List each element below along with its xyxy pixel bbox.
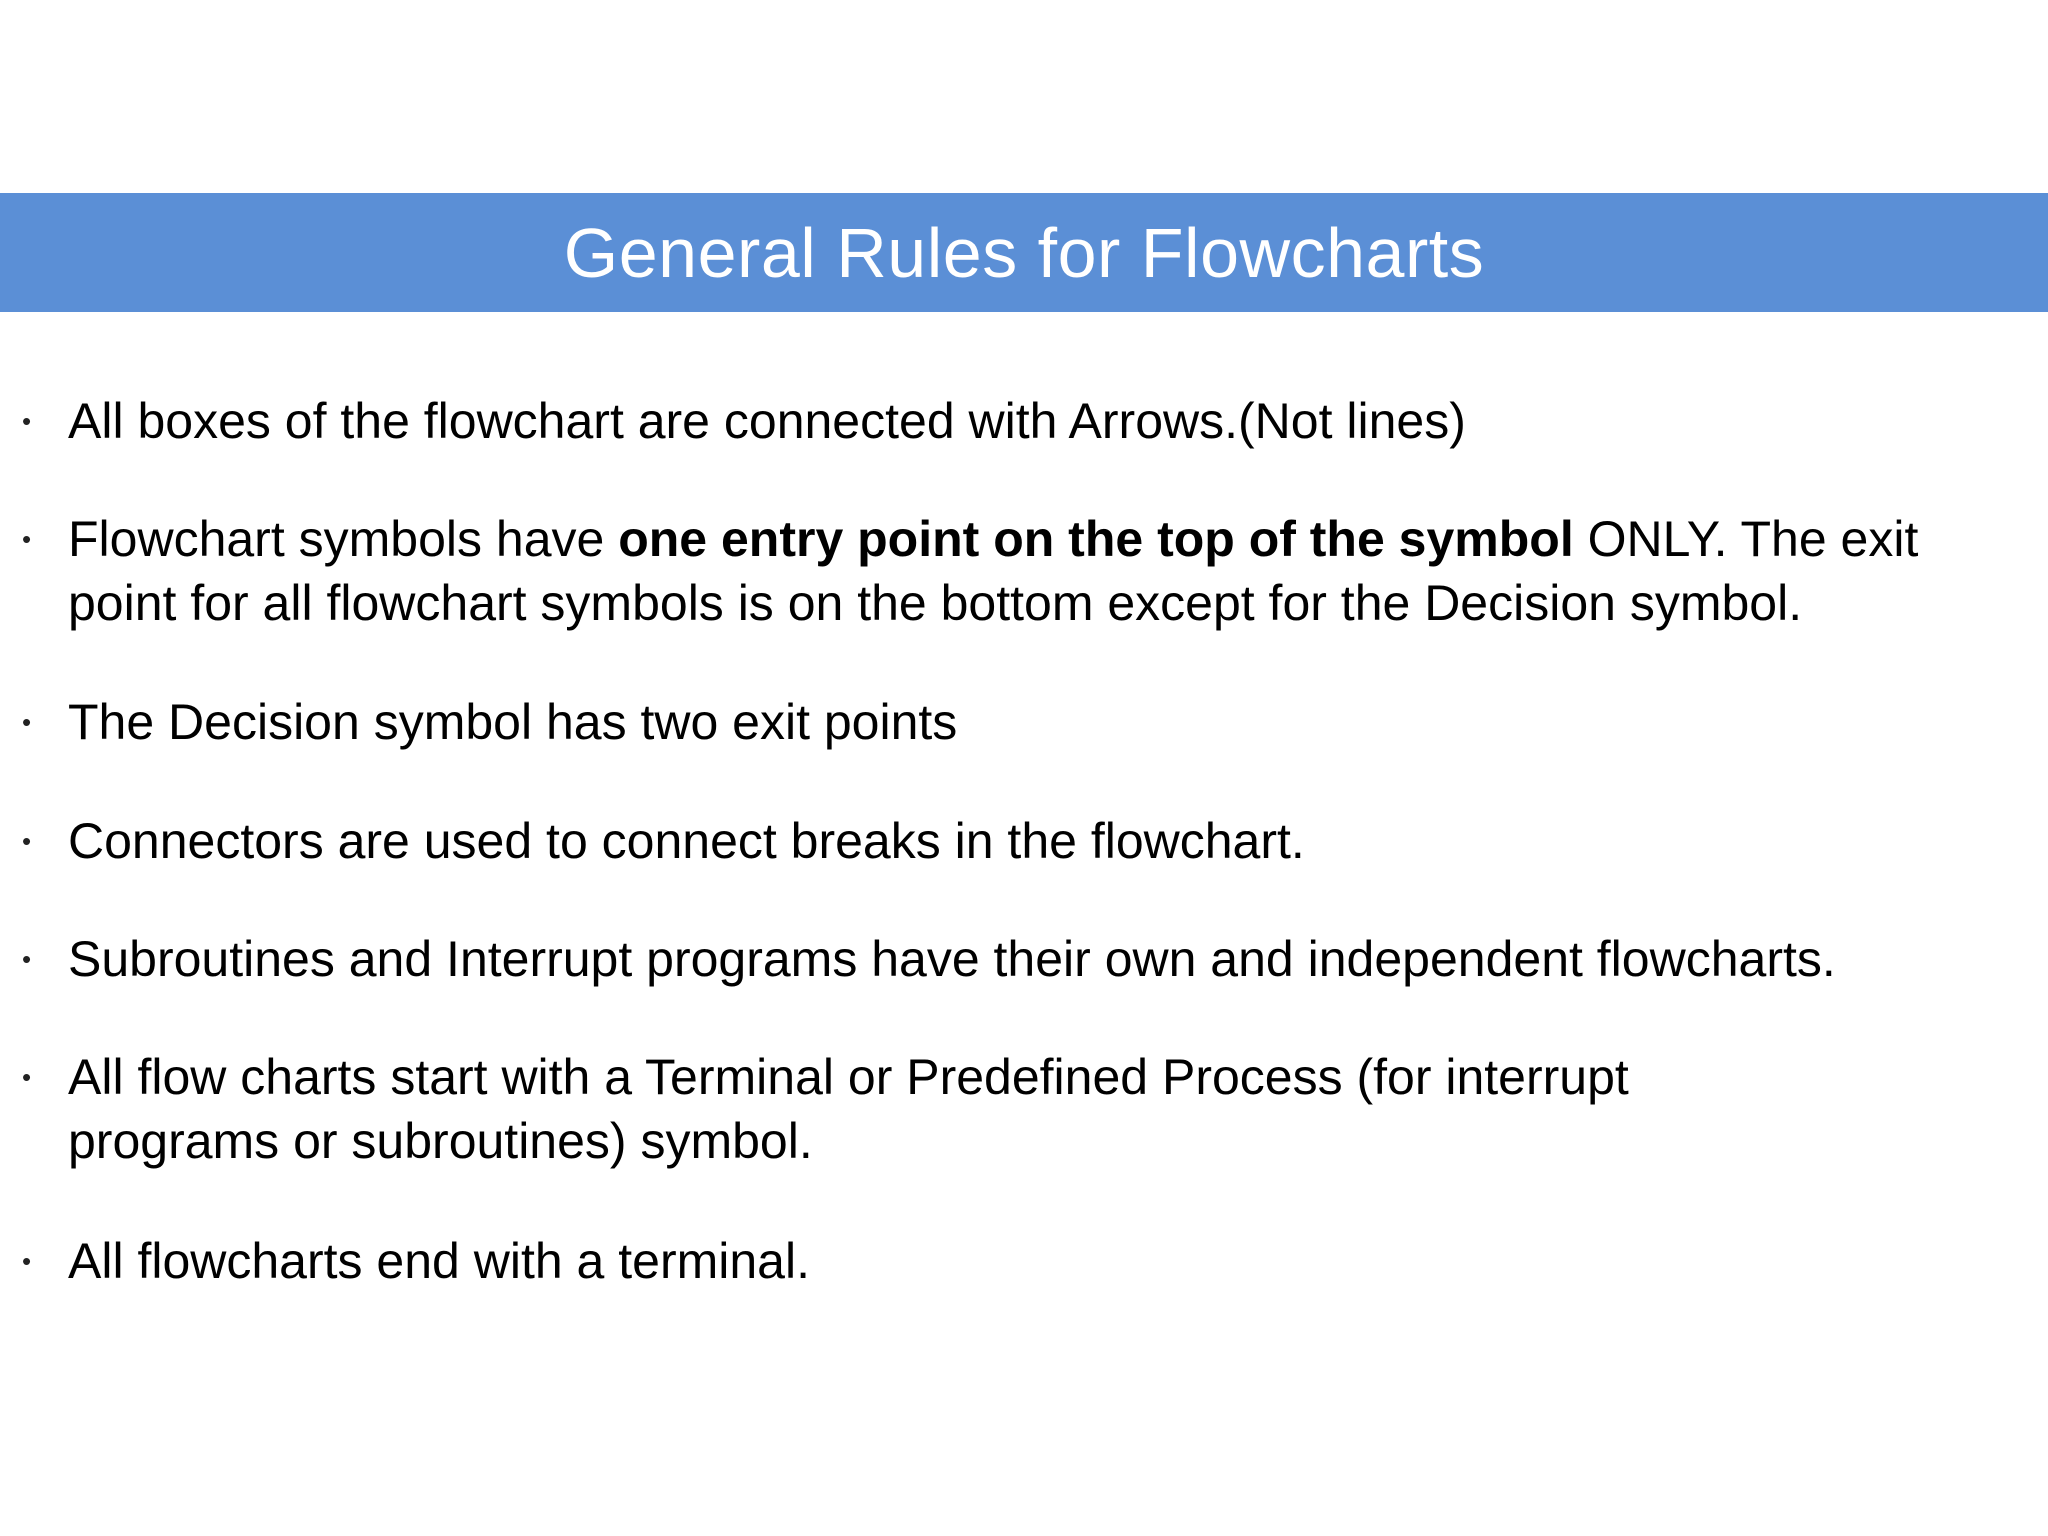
bullet-marker: • — [22, 707, 32, 737]
bullet-marker: • — [22, 524, 32, 554]
bullet-text-bold: one entry point on the top of the symbol — [618, 511, 1574, 567]
slide-title: General Rules for Flowcharts — [563, 213, 1485, 292]
bullet-line: All flow charts start with a Terminal or Predefined Process (for interrupt — [68, 1049, 1629, 1105]
bullet-text-segment: ONLY. The exit — [1573, 511, 1919, 567]
bullet-marker: • — [22, 406, 32, 436]
bullet-text-segment: Flowchart symbols have — [68, 511, 619, 567]
bullet-text — [68, 809, 2038, 873]
bullet-line: point for all flowchart symbols is on the bottom except for the Decision symbol. — [68, 575, 1803, 631]
bullet-line: programs or subroutines) symbol. — [68, 1113, 813, 1169]
bullet-text — [68, 690, 2038, 754]
bullet-marker: • — [22, 1246, 32, 1276]
bullet-text — [68, 1229, 2038, 1293]
bullet-line: All flowcharts end with a terminal. — [68, 1233, 810, 1289]
bullet-text — [68, 927, 2038, 991]
bullet-marker: • — [22, 944, 32, 974]
bullet-text — [68, 1045, 2038, 1173]
bullet-line — [68, 507, 2038, 571]
bullet-text — [68, 507, 2038, 635]
bullet-line: Connectors are used to connect breaks in the flowchart. — [68, 813, 1305, 869]
bullet-marker: • — [22, 826, 32, 856]
bullet-text — [68, 389, 2038, 453]
bullet-line: The Decision symbol has two exit points — [68, 694, 958, 750]
bullet-marker: • — [22, 1062, 32, 1092]
bullet-line: All boxes of the flowchart are connected with Arrows.(Not lines) — [68, 393, 1466, 449]
bullet-line: Subroutines and Interrupt programs have their own and independent flowcharts. — [68, 931, 1836, 987]
